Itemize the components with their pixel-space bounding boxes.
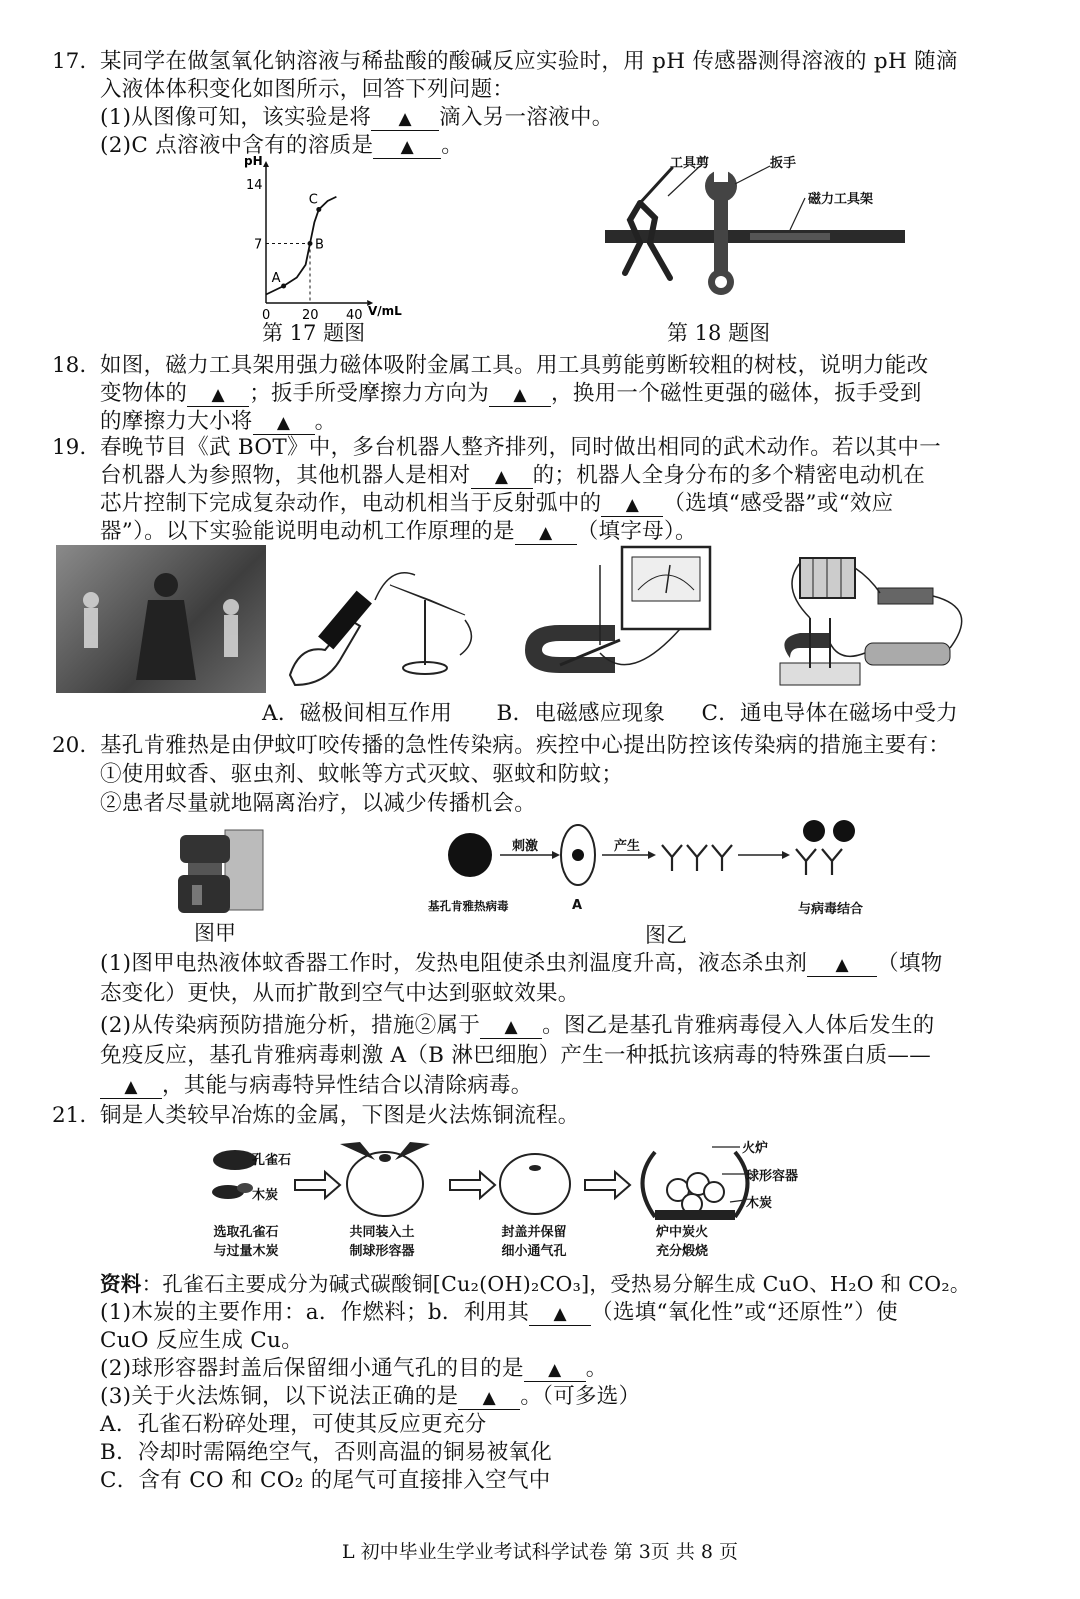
q20-line3: ②患者尽量就地隔离治疗，以减少传播机会。 [100, 791, 537, 816]
q19-option-c[interactable]: C．通电导体在磁场中受力 [701, 701, 959, 726]
q19-options [262, 700, 1002, 728]
answer-blank[interactable]: ▲ [489, 384, 551, 407]
q20-line1: 基孔肯雅热是由伊蚊叮咬传播的急性传染病。疾控中心提出防控该传染病的措施主要有： [100, 733, 951, 758]
arrow-icon [585, 1172, 630, 1198]
q19-line2 [100, 462, 1020, 490]
q17-part1-a: (1)从图像可知，该实验是将 [100, 105, 372, 130]
stimulate-label: 刺激 [512, 839, 539, 854]
q20-part1-a: (1)图甲电热液体蚊香器工作时，发热电阻使杀虫剂温度升高，液态杀虫剂 [100, 951, 808, 976]
q21-part1-line1 [100, 1299, 1020, 1327]
virus-label: 基孔肯雅热病毒 [428, 899, 509, 913]
answer-blank[interactable]: ▲ [524, 1359, 586, 1382]
y-axis-label: pH [244, 155, 263, 168]
q21-part3-a: (3)关于火法炼铜，以下说法正确的是 [100, 1384, 459, 1409]
magnet-experiment-a-figure [280, 560, 490, 690]
q18-line2-b: ；扳手所受摩擦力方向为 [249, 381, 490, 406]
immune-response-figure [430, 815, 880, 895]
q21-line1: 铜是人类较早冶炼的金属，下图是火法炼铜流程。 [100, 1103, 580, 1128]
q20-part2-a: (2)从传染病预防措施分析，措施②属于 [100, 1013, 481, 1038]
q21-part1-line2: CuO 反应生成 Cu。 [100, 1328, 303, 1353]
point-label-C: C [308, 192, 318, 208]
chart-labels [244, 155, 402, 320]
arrow-icon [295, 1172, 340, 1198]
q18-line2-a: 变物体的 [100, 381, 188, 406]
bind-virus-label: 与病毒结合 [798, 902, 864, 917]
answer-blank[interactable]: ▲ [529, 1303, 591, 1326]
rack-marking [750, 233, 830, 240]
y-tick-label: 7 [254, 237, 263, 253]
q17-line2: 入液体体积变化如图所示，回答下列问题： [100, 77, 515, 102]
q17-figure-caption: 第 17 题图 [262, 321, 366, 345]
q18-line1: 如图，磁力工具架用强力磁体吸附金属工具。用工具剪能剪断较粗的树枝，说明力能改 [100, 353, 929, 378]
q21-option-c[interactable]: C．含有 CO 和 CO₂ 的尾气可直接排入空气中 [100, 1468, 551, 1493]
q21-part1-b: （选填“氧化性”或“还原性”）使 [591, 1300, 898, 1325]
cutter-label: 工具剪 [670, 156, 710, 171]
answer-blank[interactable]: ▲ [601, 494, 663, 517]
produce-label: 产生 [614, 839, 641, 854]
point-C [316, 207, 321, 212]
x-axis-label: V/mL [368, 304, 402, 318]
q19-line3 [100, 490, 1020, 518]
page-footer: L 初中毕业生学业考试科学试卷 第 3页 共 8 页 [341, 1541, 739, 1563]
induction-experiment-b-figure [520, 545, 740, 695]
q20-part1-b: （填物 [877, 951, 943, 976]
q21-part3-b: 。（可多选） [520, 1384, 641, 1409]
q19-line2-a: 台机器人为参照物，其他机器人是相对 [100, 463, 471, 488]
q18-line2 [100, 380, 1020, 408]
point-A [281, 284, 286, 289]
malachite-label: 孔雀石 [252, 1153, 292, 1168]
step4-caption-1: 炉中炭火 [655, 1225, 708, 1240]
y-tick-label: 14 [246, 178, 263, 193]
q18-line3 [100, 408, 1020, 436]
q19-line3-b: （选填“感受器”或“效应 [663, 491, 894, 516]
figure-a-caption: 图甲 [194, 921, 236, 945]
answer-blank[interactable]: ▲ [458, 1387, 520, 1410]
wrench-label: 扳手 [770, 156, 797, 171]
answer-blank[interactable]: ▲ [480, 1016, 542, 1039]
point-label-B: B [315, 237, 324, 253]
container-label: 球形容器 [746, 1169, 799, 1184]
q19-option-a[interactable]: A．磁极间相互作用 [262, 701, 453, 726]
cutter-icon [625, 168, 672, 278]
answer-blank[interactable]: ▲ [807, 954, 877, 977]
q20-part2-line2: 免疫反应，基孔肯雅病毒刺激 A（B 淋巴细胞）产生一种抵抗该病毒的特殊蛋白质—— [100, 1043, 931, 1068]
q20-part1-line1 [100, 950, 1020, 978]
q19-line1: 春晚节目《武 BOT》中，多台机器人整齐排列，同时做出相同的武术动作。若以其中一 [100, 435, 942, 460]
info-label: 资料 [100, 1272, 142, 1296]
q17-part2-a: (2)C 点溶液中含有的溶质是 [100, 133, 374, 158]
answer-blank[interactable]: ▲ [515, 522, 577, 545]
q20-part2-b: 。图乙是基孔肯雅病毒侵入人体后发生的 [542, 1013, 935, 1038]
step2-caption-1: 共同装入土 [349, 1225, 415, 1240]
robot-silhouettes [56, 545, 266, 693]
q17-ph-chart [238, 155, 428, 320]
robot-performance-photo [56, 545, 266, 693]
x-tick-label: 20 [302, 308, 319, 320]
q19-line4 [100, 518, 1020, 546]
q18-line2-c: ，换用一个磁性更强的磁体，扳手受到 [551, 381, 922, 406]
point-B [308, 241, 313, 246]
q21-part2 [100, 1355, 1020, 1383]
info-text: ：孔雀石主要成分为碱式碳酸铜[Cu₂(OH)₂CO₃]，受热易分解生成 CuO、H₂O 和 CO₂。 [141, 1272, 971, 1296]
step4-caption-2: 充分煅烧 [655, 1244, 708, 1259]
q21-part3 [100, 1383, 1020, 1411]
q19-line4-a: 器”）。以下实验能说明电动机工作原理的是 [100, 519, 515, 544]
point-label-A: A [271, 271, 281, 286]
q20-part2-line3 [100, 1072, 1020, 1100]
q19-line2-b: 的；机器人全身分布的多个精密电动机在 [532, 463, 926, 488]
question-number: 18. [52, 353, 87, 378]
x-tick-label: 40 [346, 308, 363, 320]
q20-part2-d: ，其能与病毒特异性结合以清除病毒。 [162, 1073, 533, 1098]
q18-figure-caption: 第 18 题图 [667, 321, 771, 345]
q18-figure [600, 148, 930, 298]
step3-caption-1: 封盖并保留 [501, 1225, 567, 1240]
question-number: 17. [52, 49, 87, 74]
q21-part1-a: (1)木炭的主要作用：a．作燃料；b．利用其 [100, 1300, 530, 1325]
q20-part1-line2: 态变化）更快，从而扩散到空气中达到驱蚊效果。 [100, 981, 580, 1006]
q19-option-b[interactable]: B．电磁感应现象 [496, 701, 666, 726]
answer-blank[interactable]: ▲ [373, 136, 441, 159]
answer-blank[interactable]: ▲ [371, 108, 439, 131]
leader-line [735, 166, 770, 184]
cell-a-label: A [572, 898, 583, 913]
q20-part2-line1 [100, 1012, 1020, 1040]
step1-caption-1: 选取孔雀石 [213, 1225, 279, 1240]
q20-line2: ①使用蚊香、驱虫剂、蚊帐等方式灭蚊、驱蚊和防蚊； [100, 762, 624, 787]
x-tick-label: 0 [262, 308, 271, 320]
q18-line3-b: 。 [314, 409, 337, 434]
step1-caption-2: 与过量木炭 [213, 1244, 279, 1259]
rack-label: 磁力工具架 [808, 192, 874, 207]
step3-caption-2: 细小通气孔 [501, 1244, 567, 1259]
q17-part2-b: 。 [441, 133, 464, 158]
question-number: 20. [52, 733, 87, 758]
motor-experiment-c-figure [770, 548, 990, 698]
q19-line4-b: （填字母）。 [576, 519, 697, 544]
step2-caption-2: 制球形容器 [349, 1244, 415, 1259]
question-number: 19. [52, 435, 87, 460]
q18-line3-a: 的摩擦力大小将 [100, 409, 253, 434]
y-axis-arrow [263, 161, 269, 167]
q21-option-b[interactable]: B．冷却时需隔绝空气，否则高温的铜易被氧化 [100, 1440, 553, 1465]
q21-part2-a: (2)球形容器封盖后保留细小通气孔的目的是 [100, 1356, 524, 1381]
charcoal-label: 木炭 [252, 1188, 279, 1203]
answer-blank[interactable]: ▲ [253, 412, 315, 435]
q21-part2-b: 。 [585, 1356, 608, 1381]
furnace-label: 火炉 [742, 1141, 769, 1156]
figure-b-caption: 图乙 [645, 923, 687, 947]
q17-part1 [100, 104, 1020, 132]
q17-part1-b: 滴入另一溶液中。 [439, 105, 614, 130]
q21-option-a[interactable]: A．孔雀石粉碎处理，可使其反应更充分 [100, 1412, 487, 1437]
answer-blank[interactable]: ▲ [187, 384, 249, 407]
charcoal-icon [212, 1183, 253, 1199]
question-number: 21. [52, 1103, 87, 1128]
charcoal-label-2: 木炭 [746, 1196, 773, 1211]
q21-info [100, 1270, 1020, 1298]
malachite-icon [213, 1150, 257, 1170]
q19-line3-a: 芯片控制下完成复杂动作，电动机相当于反射弧中的 [100, 491, 602, 516]
mosquito-repellent-heater-figure [170, 825, 270, 920]
q17-line1: 某同学在做氢氧化钠溶液与稀盐酸的酸碱反应实验时，用 pH 传感器测得溶液的 pH 随滴 [100, 49, 958, 74]
leader-line [790, 198, 805, 230]
answer-blank[interactable]: ▲ [100, 1076, 162, 1099]
answer-blank[interactable]: ▲ [471, 466, 533, 489]
arrow-icon [450, 1172, 495, 1198]
